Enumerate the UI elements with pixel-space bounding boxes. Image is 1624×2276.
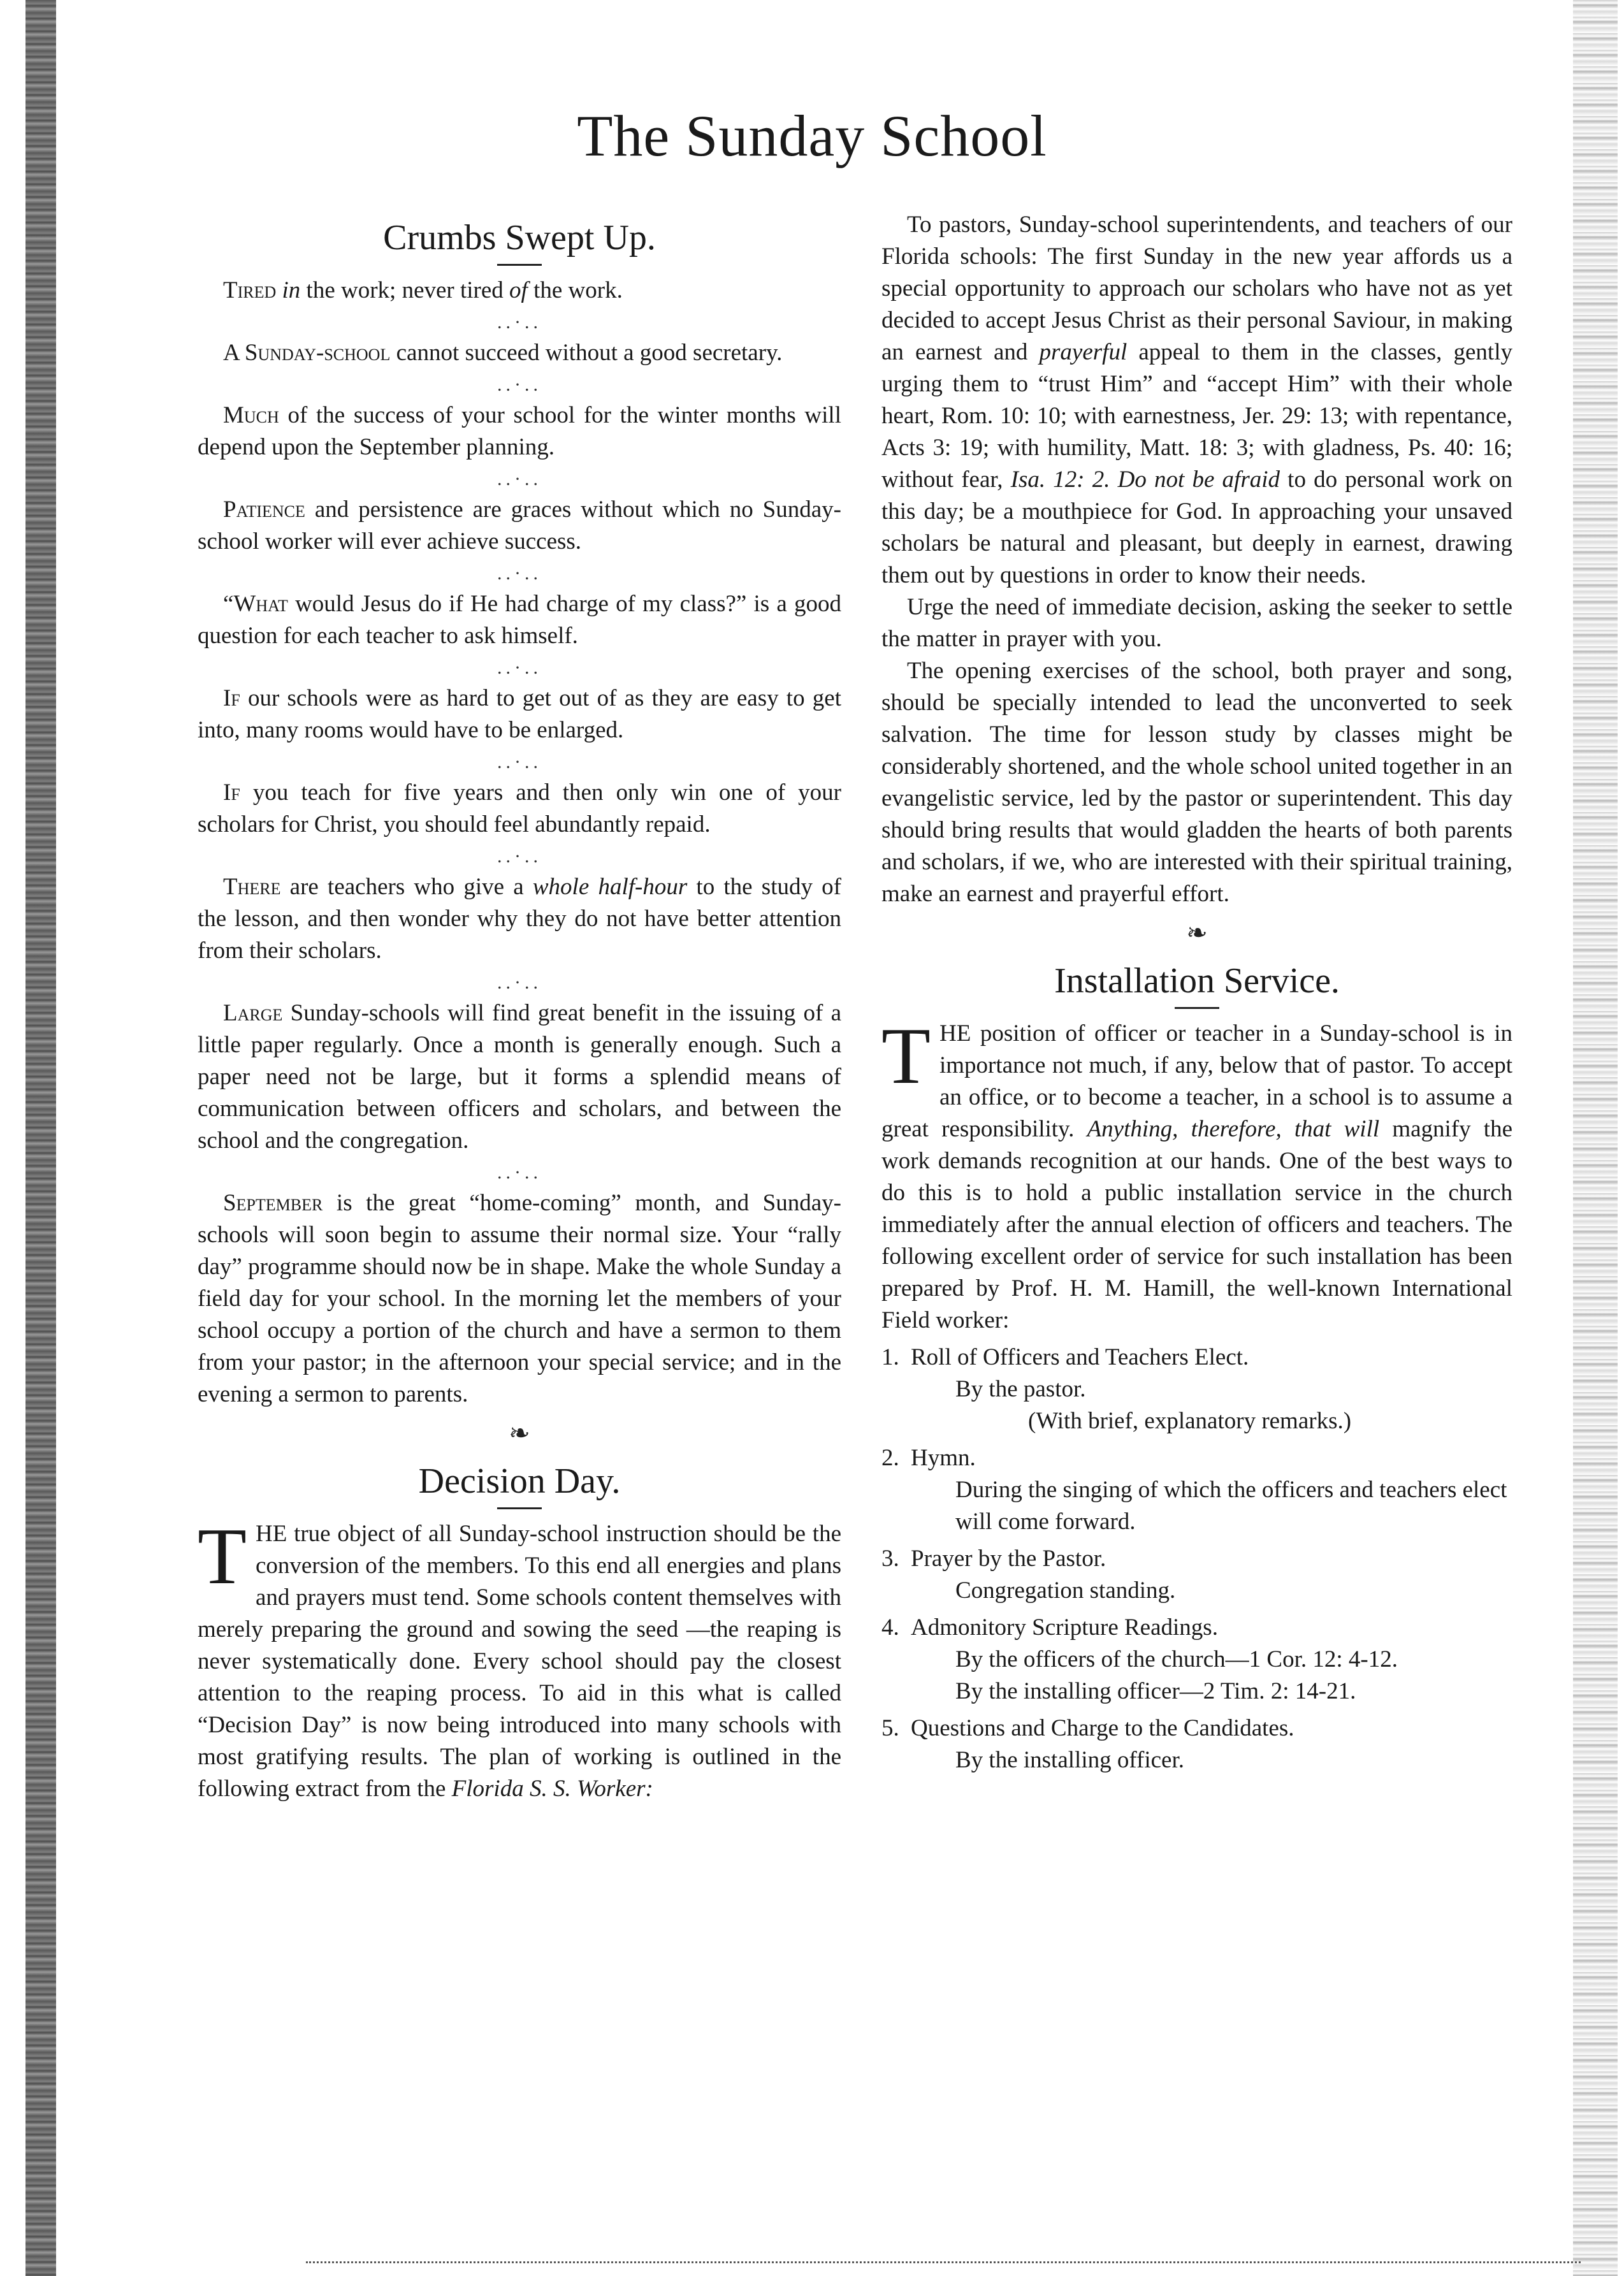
decision-heading: Decision Day. — [418, 1461, 621, 1501]
service-order-number: 4. — [881, 1614, 899, 1641]
italic-text: of — [509, 277, 528, 303]
decision-paragraphs — [881, 209, 1512, 910]
italic-text: Anything, therefore, that will — [1087, 1116, 1380, 1142]
scan-edge-left — [25, 0, 56, 2276]
crumb-paragraph — [198, 777, 841, 841]
text-run: you teach for five years and then only win one of your scholars for Christ, you should feel abundantly repaid. — [198, 779, 841, 837]
service-order-number: 2. — [881, 1445, 899, 1471]
page-title: The Sunday School — [577, 103, 1047, 168]
service-order-detail: By the installing officer. — [955, 1747, 1184, 1773]
crumb-lead: There — [223, 874, 281, 900]
italic-text: prayerful — [1039, 339, 1127, 365]
text-run: are teachers who give a — [280, 874, 533, 900]
crumb-paragraph — [198, 871, 841, 967]
crumb-paragraph — [198, 337, 841, 369]
heading-dash — [497, 1507, 542, 1509]
installation-intro — [881, 1012, 1512, 1337]
left-column — [198, 209, 841, 1805]
text-run: the work. — [527, 277, 623, 303]
text-run: Urge the need of immediate decision, asking the seeker to settle the matter in prayer with you. — [881, 594, 1512, 652]
crumb-paragraph — [198, 1187, 841, 1410]
text-run — [276, 277, 282, 303]
text-run: cannot succeed without a good secretary. — [390, 340, 783, 366]
heading-dash — [1175, 1007, 1219, 1009]
crumbs-heading: Crumbs Swept Up. — [383, 218, 656, 257]
crumb-lead: Large — [223, 1000, 283, 1026]
service-order-note: (With brief, explanatory remarks.) — [1028, 1408, 1352, 1434]
service-order-item — [881, 1342, 1512, 1437]
text-run: our schools were as hard to get out of as they are easy to get into, many rooms would have to be enlarged. — [198, 685, 841, 743]
italic-text: whole half-hour — [532, 874, 688, 900]
service-order-item — [881, 1442, 1512, 1538]
decision-source: Florida S. S. Worker: — [451, 1776, 653, 1802]
decision-intro — [198, 1512, 841, 1805]
scan-edge-right — [1573, 0, 1618, 2276]
service-order-list — [881, 1342, 1512, 1776]
bottom-rule — [306, 2261, 1581, 2265]
service-order-item — [881, 1543, 1512, 1607]
decision-paragraph — [881, 655, 1512, 910]
text-run: the work; never tired — [300, 277, 510, 303]
crumb-paragraph — [198, 275, 841, 307]
crumb-separator: ..·.. — [497, 657, 542, 678]
text-run: to do personal work on this day; be a mouthpiece for God. In approaching your unsaved scholars be natural and pleasant, but deeply in earnest, drawing them out by questions in order to know their needs. — [881, 467, 1512, 588]
crumb-paragraph — [198, 400, 841, 463]
right-column — [881, 209, 1512, 1781]
italic-text: in — [282, 277, 301, 303]
ornament-divider: ❧ — [1186, 918, 1208, 947]
text-run: is the great “home-coming” month, and Sunday-schools will soon begin to assume their normal size. Your “rally day” programme should now be in shape. Make the whole Sunday a field day for your school. In the morning let the members of your school occupy a portion of the church and have a sermon to them from your pastor; in the afternoon your special service; and in the evening a sermon to parents. — [198, 1190, 841, 1407]
crumb-separator: ..·.. — [497, 1162, 542, 1183]
crumb-separator: ..·.. — [497, 374, 542, 395]
text-run: The opening exercises of the school, both prayer and song, should be specially intended to lead the unconverted to seek salvation. The time for lesson study by classes might be considerably shortened, and the whole school united together in an evangelistic service, led by the pastor or superintendent. This day should bring results that would gladden the hearts of both parents and scholars, if we, who are interested with their spiritual training, make an earnest and prayerful effort. — [881, 658, 1512, 907]
crumb-lead: Tired — [223, 277, 277, 303]
italic-text: Isa. 12: 2. Do not be afraid — [1010, 467, 1280, 493]
service-order-title-text: Roll of Officers and Teachers Elect. — [911, 1344, 1249, 1370]
service-order-title-text: Admonitory Scripture Readings. — [911, 1614, 1218, 1641]
text-run: Sunday-schools will find great benefit in the issuing of a little paper regularly. Once a month is generally enough. Such a paper need not be large, but it forms a splendid means of communication between officers and scholars, and between the school and the congregation. — [198, 1000, 841, 1154]
service-order-item — [881, 1713, 1512, 1776]
service-order-title-text: Prayer by the Pastor. — [911, 1546, 1106, 1572]
crumb-lead: If — [223, 685, 240, 711]
crumb-separator: ..·.. — [497, 751, 542, 772]
service-order-number: 1. — [881, 1344, 899, 1370]
service-order-number: 5. — [881, 1715, 899, 1741]
drop-cap: T — [198, 1512, 247, 1601]
crumb-paragraph — [198, 997, 841, 1157]
heading-dash — [497, 264, 542, 266]
crumb-separator: ..·.. — [497, 846, 542, 867]
decision-paragraph — [881, 591, 1512, 655]
crumbs-list — [198, 275, 841, 1410]
crumb-lead: “What — [223, 591, 288, 617]
service-order-title — [881, 1342, 1512, 1374]
service-order-detail: By the pastor. — [955, 1376, 1086, 1402]
service-order-title — [881, 1612, 1512, 1644]
crumb-lead: September — [223, 1190, 323, 1216]
crumb-separator: ..·.. — [497, 563, 542, 584]
text-run: HE position of officer or teacher in a Sunday-school is in importance not much, if any, below that of pastor. To accept an office, or to become a teacher, in a school is to assume a great responsibility. — [881, 1020, 1512, 1142]
decision-paragraph — [881, 209, 1512, 591]
text-run: and persistence are graces without which no Sunday-school worker will ever achieve success. — [198, 497, 841, 555]
service-order-detail: By the officers of the church—1 Cor. 12: 4-12. — [955, 1646, 1398, 1672]
drop-cap: T — [881, 1012, 931, 1101]
crumb-lead: If — [223, 779, 240, 806]
installation-heading: Installation Service. — [1054, 961, 1340, 1001]
service-order-title — [881, 1442, 1512, 1474]
crumb-separator: ..·.. — [497, 972, 542, 993]
crumb-paragraph — [198, 494, 841, 558]
service-order-title — [881, 1543, 1512, 1575]
crumb-lead: A Sunday-school — [223, 340, 391, 366]
service-order-title-text: Hymn. — [911, 1445, 976, 1471]
crumb-paragraph — [198, 588, 841, 652]
text-run: To pastors, Sunday-school superintendents, and teachers of our Florida schools: The first Sunday in the new year affords us a special opportunity to approach our scholars who have not as yet decided to accept Jesus Christ as their personal Saviour, in making an earnest and — [881, 212, 1512, 365]
service-order-detail: Congregation standing. — [955, 1577, 1176, 1604]
service-order-title-text: Questions and Charge to the Candidates. — [911, 1715, 1294, 1741]
crumb-paragraph — [198, 683, 841, 746]
text-run: of the success of your school for the winter months will depend upon the September planning. — [198, 402, 841, 460]
service-order-detail: By the installing officer—2 Tim. 2: 14-21. — [955, 1678, 1356, 1704]
crumb-separator: ..·.. — [497, 312, 542, 333]
crumb-separator: ..·.. — [497, 468, 542, 489]
crumb-lead: Much — [223, 402, 279, 428]
decision-intro-text: HE true object of all Sunday-school instruction should be the conversion of the members. To this end all energies and plans and prayers must tend. Some schools content themselves with merely preparing the ground and sowing the seed —the reaping is never systematically done. Every school should pay the closest attention to the reaping process. To aid in this what is called “Decision Day” is now being introduced into many schools with most gratifying results. The plan of working is outlined in the following extract from the — [198, 1521, 841, 1802]
text-run: magnify the work demands recognition at our hands. One of the best ways to do this is to hold a public installation service in the church immediately after the annual election of officers and teachers. The following excellent order of service for such installation has been prepared by Prof. H. M. Hamill, the well-known International Field worker: — [881, 1116, 1512, 1333]
text-run: appeal to them in the classes, gently urging them to “trust Him” and “accept Him” with their whole heart, Rom. 10: 10; with earnestness, Jer. 29: 13; with repentance, Acts 3: 19; with humility, Matt. 18: 3; with gladness, Ps. 40: 16; without fear, — [881, 339, 1512, 493]
ornament-divider: ❧ — [509, 1419, 530, 1447]
service-order-number: 3. — [881, 1546, 899, 1572]
text-run: to the study of the lesson, and then wonder why they do not have better attention from their scholars. — [198, 874, 842, 964]
crumb-lead: Patience — [223, 497, 305, 523]
service-order-detail: During the singing of which the officers and teachers elect will come forward. — [955, 1477, 1507, 1535]
service-order-item — [881, 1612, 1512, 1707]
service-order-title — [881, 1713, 1512, 1744]
text-run: would Jesus do if He had charge of my class?” is a good question for each teacher to ask himself. — [198, 591, 841, 649]
